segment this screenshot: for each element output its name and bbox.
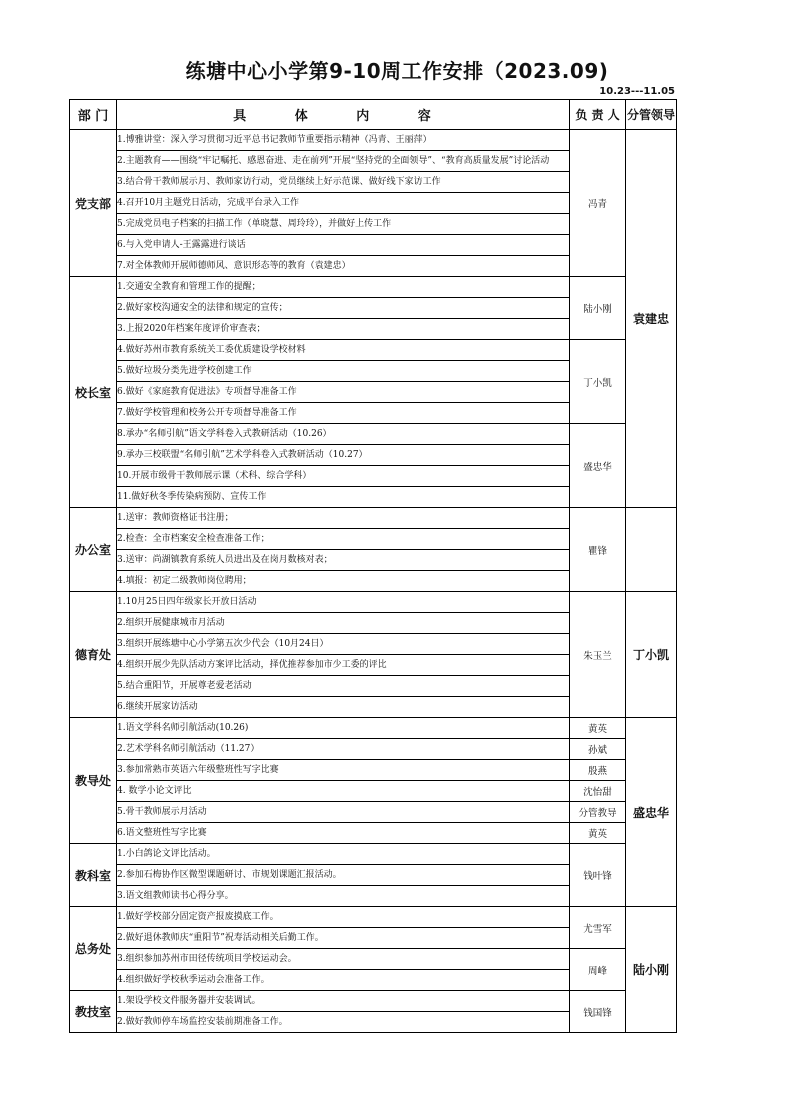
owner-cell: 陆小刚 (570, 277, 626, 340)
table-row (70, 781, 677, 802)
owner-cell: 瞿锋 (570, 508, 626, 592)
task-item: 2.主题教育——围绕“牢记嘱托、感恩奋进、走在前列”开展“坚持党的全面领导”、“教育高质量发展”讨论活动 (117, 151, 570, 172)
owner-cell: 沈怡甜 (570, 781, 626, 802)
task-item: 2.做好教师停车场监控安装前期准备工作。 (117, 1012, 570, 1033)
task-item: 2.检查：全市档案安全检查准备工作； (117, 529, 570, 550)
table-row (70, 760, 677, 781)
task-item: 3.结合骨干教师展示月、教师家访行动，党员继续上好示范课、做好线下家访工作 (117, 172, 570, 193)
task-item: 3.送审：尚湖镇教育系统人员进出及在岗月数核对表； (117, 550, 570, 571)
task-item: 2.做好退休教师庆“重阳节”祝寿活动相关后勤工作。 (117, 928, 570, 949)
task-item: 1.交通安全教育和管理工作的提醒； (117, 277, 570, 298)
owner-cell: 尤雪军 (570, 907, 626, 949)
owner-cell: 分管教导 (570, 802, 626, 823)
leader-cell-empty (626, 508, 677, 592)
owner-cell: 盛忠华 (570, 424, 626, 508)
owner-cell: 周峰 (570, 949, 626, 991)
task-item: 3.组织参加苏州市田径传统项目学校运动会。 (117, 949, 570, 970)
table-row (70, 802, 677, 823)
task-item: 1.送审：教师资格证书注册； (117, 508, 570, 529)
table-row (70, 844, 677, 865)
owner-cell: 殷燕 (570, 760, 626, 781)
table-row (70, 739, 677, 760)
dept-tech: 教技室 (70, 991, 117, 1033)
table-row (70, 424, 677, 445)
dept-moral: 德育处 (70, 592, 117, 718)
dept-party: 党支部 (70, 130, 117, 277)
leader-cell: 丁小凯 (626, 592, 677, 718)
table-row (70, 718, 677, 739)
task-item: 1.小白鸽论文评比活动。 (117, 844, 570, 865)
task-item: 6.继续开展家访活动 (117, 697, 570, 718)
task-item: 2.组织开展健康城市月活动 (117, 613, 570, 634)
dept-research: 教科室 (70, 844, 117, 907)
task-item: 9.承办三校联盟“名师引航”艺术学科卷入式教研活动（10.27） (117, 445, 570, 466)
table-row (70, 823, 677, 844)
owner-cell: 冯青 (570, 130, 626, 277)
task-item: 2.艺术学科名师引航活动（11.27） (117, 739, 570, 760)
owner-cell: 朱玉兰 (570, 592, 626, 718)
task-item: 7.做好学校管理和校务公开专项督导准备工作 (117, 403, 570, 424)
task-item: 4.组织做好学校秋季运动会准备工作。 (117, 970, 570, 991)
task-item: 1.语文学科名师引航活动(10.26) (117, 718, 570, 739)
task-item: 3.语文组教师读书心得分享。 (117, 886, 570, 907)
task-item: 8.承办“名师引航”语文学科卷入式教研活动（10.26） (117, 424, 570, 445)
task-item: 4. 数学小论文评比 (117, 781, 570, 802)
owner-cell: 黄英 (570, 718, 626, 739)
dept-teaching: 教导处 (70, 718, 117, 844)
leader-cell: 陆小刚 (626, 907, 677, 1033)
header-leader: 分管领导 (626, 100, 677, 130)
task-item: 5.做好垃圾分类先进学校创建工作 (117, 361, 570, 382)
date-range: 10.23---11.05 (599, 86, 675, 97)
task-item: 6.做好《家庭教育促进法》专项督导准备工作 (117, 382, 570, 403)
task-item: 4.组织开展少先队活动方案评比活动，择优推荐参加市少工委的评比 (117, 655, 570, 676)
task-item: 3.参加常熟市英语六年级整班性写字比赛 (117, 760, 570, 781)
table-row (70, 907, 677, 928)
task-item: 5.结合重阳节，开展尊老爱老活动 (117, 676, 570, 697)
table-row (70, 991, 677, 1012)
owner-cell: 黄英 (570, 823, 626, 844)
task-item: 1.做好学校部分固定资产报废摸底工作。 (117, 907, 570, 928)
header-content: 具 体 内 容 (117, 100, 570, 130)
leader-cell: 袁建忠 (626, 130, 677, 508)
dept-office: 办公室 (70, 508, 117, 592)
task-item: 1.10月25日四年级家长开放日活动 (117, 592, 570, 613)
owner-cell: 丁小凯 (570, 340, 626, 424)
task-item: 7.对全体教师开展师德师风、意识形态等的教育（袁建忠） (117, 256, 570, 277)
table-row (70, 508, 677, 529)
dept-general: 总务处 (70, 907, 117, 991)
table-row (70, 277, 677, 298)
table-row (70, 949, 677, 970)
task-item: 4.召开10月主题党日活动，完成平台录入工作 (117, 193, 570, 214)
task-item: 11.做好秋冬季传染病预防、宣传工作 (117, 487, 570, 508)
task-item: 6.与入党申请人-王露露进行谈话 (117, 235, 570, 256)
owner-cell: 钱叶锋 (570, 844, 626, 907)
task-item: 2.做好家校沟通安全的法律和规定的宣传； (117, 298, 570, 319)
task-item: 4.做好苏州市教育系统关工委优质建设学校材料 (117, 340, 570, 361)
owner-cell: 钱国锋 (570, 991, 626, 1033)
task-item: 1.架设学校文件服务器并安装调试。 (117, 991, 570, 1012)
header-owner: 负 责 人 (570, 100, 626, 130)
task-item: 5.完成党员电子档案的扫描工作（单晓慧、周玲玲），并做好上传工作 (117, 214, 570, 235)
task-item: 10.开展市级骨干教师展示课（术科、综合学科） (117, 466, 570, 487)
schedule-table (69, 99, 677, 1033)
task-item: 5.骨干教师展示月活动 (117, 802, 570, 823)
page-title: 练塘中心小学第9-10周工作安排（2023.09) (185, 59, 609, 83)
task-item: 4.填报：初定二级教师岗位聘用； (117, 571, 570, 592)
dept-principal: 校长室 (70, 277, 117, 508)
table-row (70, 592, 677, 613)
task-item: 3.上报2020年档案年度评价审查表； (117, 319, 570, 340)
task-item: 1.博雅讲堂：深入学习贯彻习近平总书记教师节重要指示精神（冯青、王丽萍） (117, 130, 570, 151)
header-row (70, 100, 677, 130)
header-dept: 部 门 (70, 100, 117, 130)
leader-cell: 盛忠华 (626, 718, 677, 907)
table-row (70, 340, 677, 361)
task-item: 6.语文整班性写字比赛 (117, 823, 570, 844)
table-row (70, 130, 677, 151)
task-item: 2.参加石梅协作区微型课题研讨、市规划课题汇报活动。 (117, 865, 570, 886)
task-item: 3.组织开展练塘中心小学第五次少代会（10月24日） (117, 634, 570, 655)
owner-cell: 孙斌 (570, 739, 626, 760)
